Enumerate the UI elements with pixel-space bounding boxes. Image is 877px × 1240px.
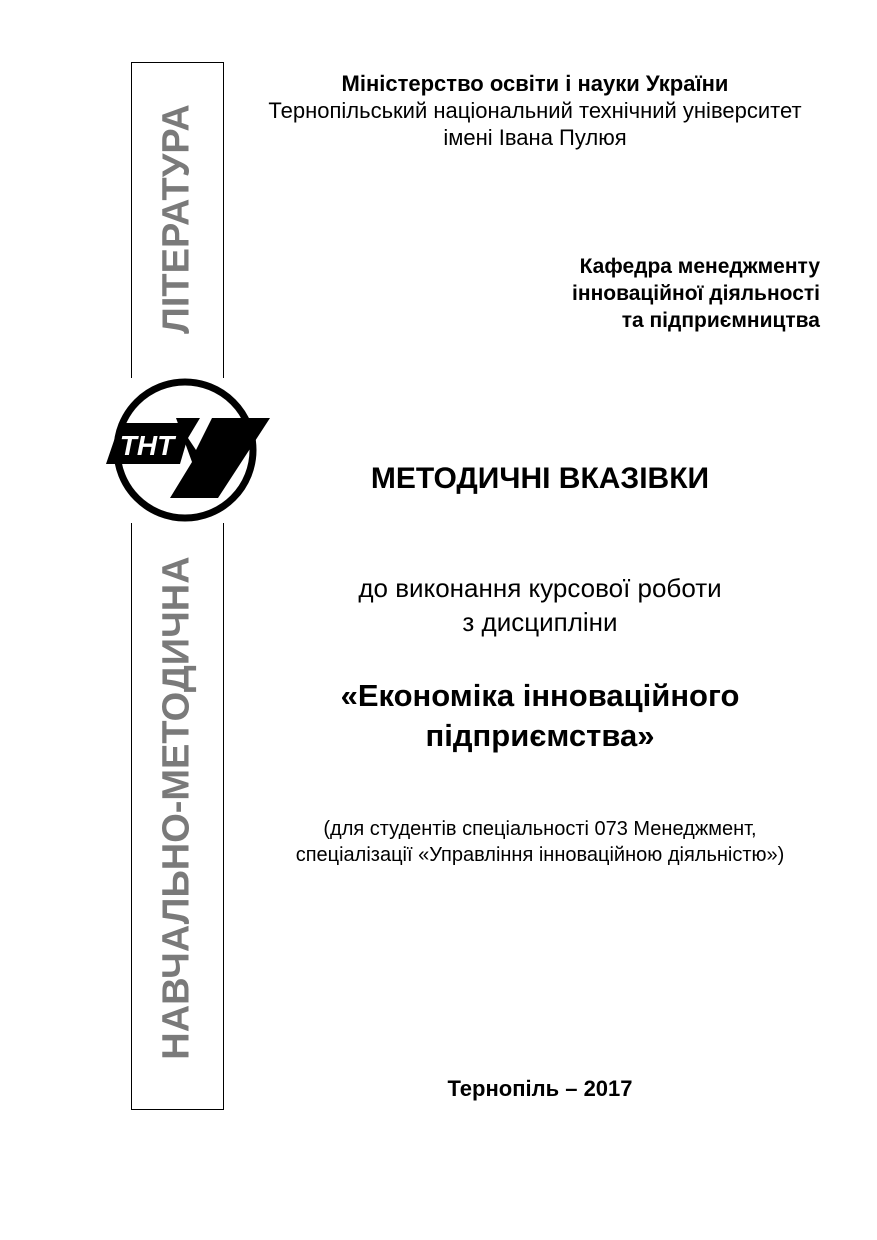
- audience-note: [250, 816, 830, 868]
- university-logo: [100, 378, 270, 523]
- discipline-line2: підприємства»: [425, 718, 655, 753]
- university-name: Тернопільський національний технічний університет: [268, 98, 802, 123]
- university-logo-icon: [100, 378, 270, 523]
- department-line1: Кафедра менеджменту: [579, 255, 820, 278]
- discipline-name: [250, 676, 830, 756]
- department-line3: та підприємництва: [621, 309, 820, 332]
- ministry-header: [250, 70, 820, 151]
- logo-text: ТНТ: [119, 430, 175, 461]
- side-banner-bottom-text: НАВЧАЛЬНО-МЕТОДИЧНА: [155, 556, 198, 1060]
- document-subtitle: [250, 571, 830, 639]
- side-banner-top-text: ЛІТЕРАТУРА: [155, 104, 198, 334]
- document-title: МЕТОДИЧНІ ВКАЗІВКИ: [370, 462, 710, 495]
- audience-line1: (для студентів спеціальності 073 Менеджмент,: [323, 818, 757, 840]
- discipline-line1: «Економіка інноваційного: [340, 678, 740, 713]
- subtitle-line2: з дисципліни: [462, 607, 618, 637]
- department-block: [572, 253, 820, 334]
- audience-line2: спеціалізації «Управління інноваційною діяльністю»): [295, 844, 785, 866]
- subtitle-line1: до виконання курсової роботи: [358, 573, 722, 603]
- university-name-line2: імені Івана Пулюя: [443, 125, 627, 150]
- city-year: Тернопіль – 2017: [447, 1076, 633, 1101]
- ministry-name: Міністерство освіти і науки України: [341, 71, 729, 96]
- department-line2: інноваційної діяльності: [572, 282, 820, 305]
